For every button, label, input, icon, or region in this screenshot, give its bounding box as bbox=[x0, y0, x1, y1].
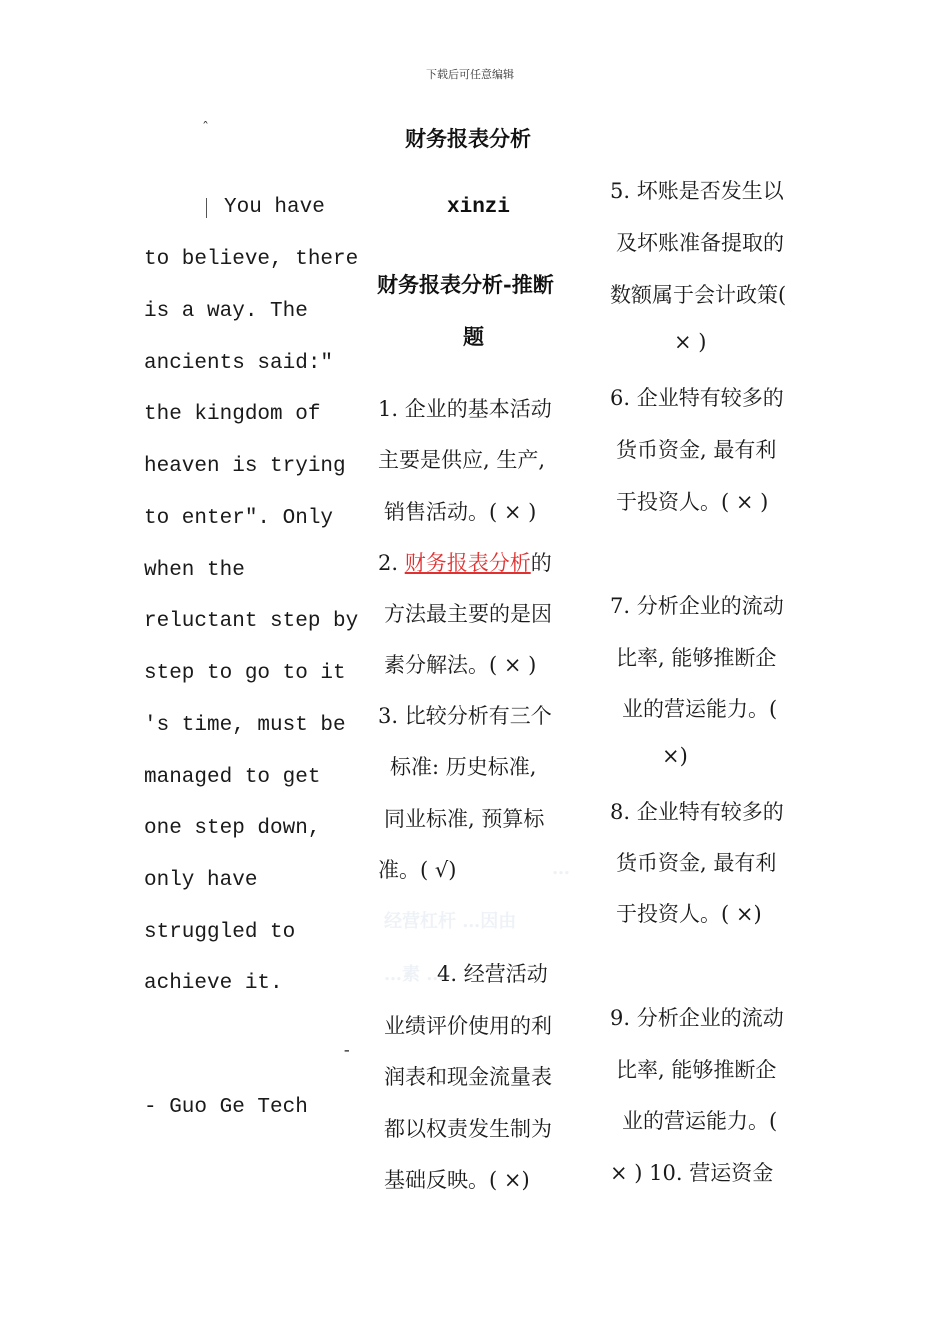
q4-line-4: 都以权责发生制为 bbox=[384, 1117, 552, 1141]
q6-line-1: 6. 企业特有较多的 bbox=[610, 386, 784, 410]
q5-line-1: 5. 坏账是否发生以 bbox=[610, 179, 784, 203]
q8-line-1: 8. 企业特有较多的 bbox=[610, 800, 784, 824]
quote-line-5: the kingdom of bbox=[144, 403, 321, 426]
q4-line-2: 业绩评价使用的利 bbox=[384, 1014, 552, 1038]
quote-line-9: reluctant step by bbox=[144, 610, 359, 633]
q7-line-2: 比率, 能够推断企 bbox=[616, 646, 777, 670]
q4-line-1: 4. 经营活动 bbox=[437, 962, 548, 986]
signature: - Guo Ge Tech bbox=[144, 1096, 308, 1119]
q1-line-1: 1. 企业的基本活动 bbox=[378, 397, 552, 421]
quote-line-16: achieve it. bbox=[144, 972, 283, 995]
quote-line-1: You have bbox=[224, 196, 325, 219]
q9-line-3: 业的营运能力。( bbox=[622, 1109, 778, 1133]
q8-line-3: 于投资人。( ×) bbox=[616, 902, 762, 926]
quote-line-7: to enter". Only bbox=[144, 507, 334, 530]
doc-subtitle-line-2: 题 bbox=[463, 324, 484, 349]
q7-line-1: 7. 分析企业的流动 bbox=[610, 594, 784, 618]
q1-line-3: 销售活动。( × ) bbox=[384, 500, 537, 524]
ghost-text-3: …素 … bbox=[384, 964, 445, 985]
doc-title: 财务报表分析 bbox=[405, 126, 531, 151]
doc-author: xinzi bbox=[447, 196, 511, 219]
q2-prefix: 2. bbox=[378, 551, 405, 575]
q5-line-2: 及坏账准备提取的 bbox=[616, 231, 784, 255]
quote-line-10: step to go to it bbox=[144, 662, 346, 685]
q2-line-2: 方法最主要的是因 bbox=[384, 602, 552, 626]
q6-line-3: 于投资人。( × ) bbox=[616, 490, 769, 514]
q7-line-4: ×) bbox=[662, 744, 688, 768]
header-note: 下载后可任意编辑 bbox=[426, 68, 514, 81]
q6-line-2: 货币资金, 最有利 bbox=[616, 438, 777, 462]
dash-mark: - bbox=[342, 1042, 352, 1060]
q2-line-1 bbox=[378, 547, 552, 577]
caret-mark: ˆ bbox=[202, 120, 209, 136]
quote-line-8: when the bbox=[144, 559, 245, 582]
q7-line-3: 业的营运能力。( bbox=[622, 697, 778, 721]
quote-line-6: heaven is trying bbox=[144, 455, 346, 478]
q9-line-4: × ) 10. 营运资金 bbox=[610, 1161, 774, 1185]
q3-line-2: 标准: 历史标准, bbox=[390, 755, 537, 779]
q3-line-3: 同业标准, 预算标 bbox=[384, 807, 545, 831]
quote-line-15: struggled to bbox=[144, 921, 296, 944]
quote-line-2: to believe, there bbox=[144, 248, 359, 271]
q4-line-3: 润表和现金流量表 bbox=[384, 1065, 552, 1089]
doc-subtitle-line-1: 财务报表分析-推断 bbox=[377, 272, 554, 297]
quote-line-3: is a way. The bbox=[144, 300, 308, 323]
q5-line-3: 数额属于会计政策( bbox=[610, 283, 787, 307]
quote-bar bbox=[206, 198, 207, 218]
q4-line-5: 基础反映。( ×) bbox=[384, 1168, 530, 1192]
quote-line-12: managed to get bbox=[144, 766, 321, 789]
quote-line-13: one step down, bbox=[144, 817, 321, 840]
ghost-text-2: 经营杠杆 …因由 bbox=[384, 911, 517, 932]
q5-line-4: × ) bbox=[674, 330, 707, 354]
quote-line-4: ancients said:" bbox=[144, 352, 334, 375]
q1-line-2: 主要是供应, 生产, bbox=[378, 448, 546, 472]
q9-line-1: 9. 分析企业的流动 bbox=[610, 1006, 784, 1030]
q2-line-3: 素分解法。( × ) bbox=[384, 653, 537, 677]
quote-line-11: 's time, must be bbox=[144, 714, 346, 737]
q2-link[interactable]: 财务报表分析 bbox=[404, 551, 531, 575]
q3-line-1: 3. 比较分析有三个 bbox=[378, 704, 552, 728]
q3-line-4: 准。( √) bbox=[378, 858, 457, 882]
ghost-text-1: … bbox=[552, 858, 570, 879]
quote-line-14: only have bbox=[144, 869, 258, 892]
q9-line-2: 比率, 能够推断企 bbox=[616, 1058, 777, 1082]
q8-line-2: 货币资金, 最有利 bbox=[616, 851, 777, 875]
q2-suffix: 的 bbox=[530, 551, 552, 575]
